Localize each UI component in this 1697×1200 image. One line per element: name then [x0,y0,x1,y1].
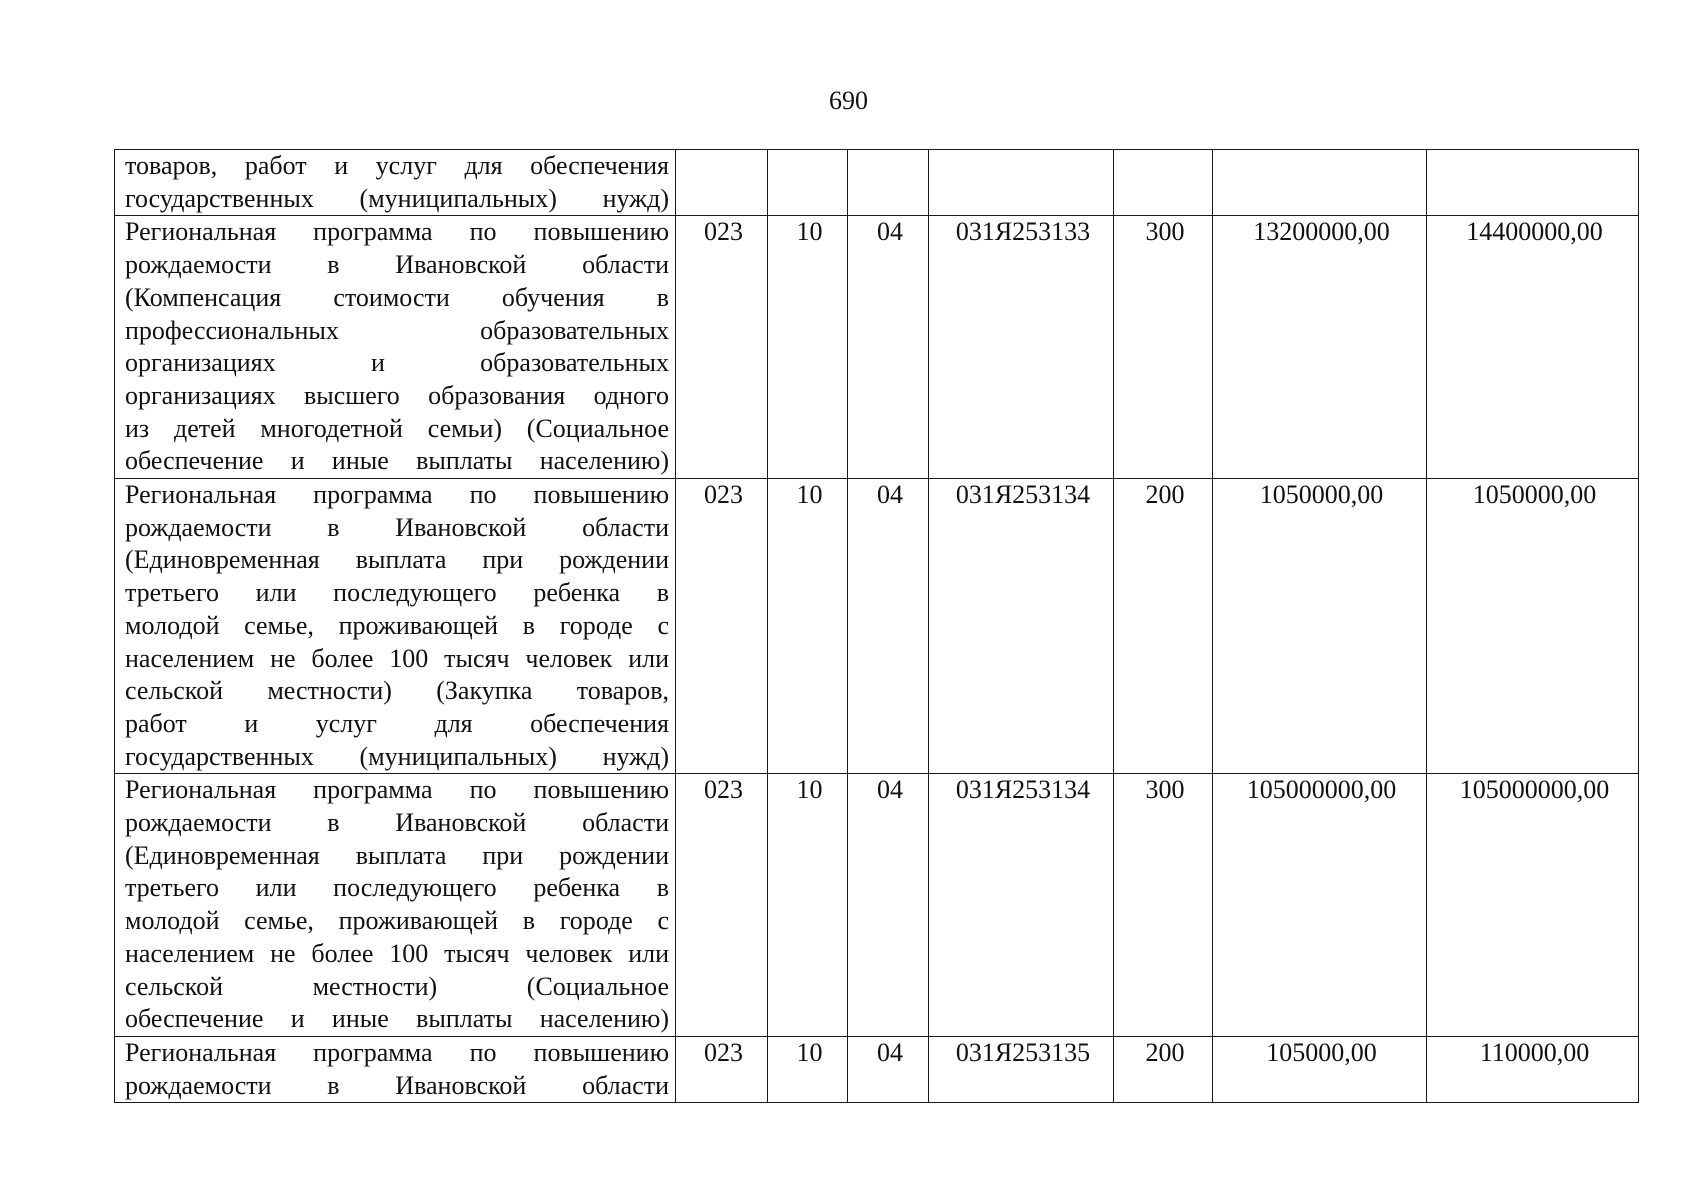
table-row [115,479,1639,774]
amount-year-1-cell: 105000,00 [1213,1036,1427,1102]
section-code-cell [768,150,848,216]
description-line: Региональная программа по повышению [125,217,669,247]
section-code-cell: 10 [768,216,848,479]
table-row [115,774,1639,1037]
description-line: рождаемости в Ивановской области [125,250,669,280]
amount-year-1-cell: 105000000,00 [1213,774,1427,1037]
expense-type-cell: 300 [1114,774,1213,1037]
expense-type-cell: 200 [1114,1036,1213,1102]
section-code-cell: 10 [768,479,848,774]
description-line: сельской местности) (Закупка товаров, [125,676,669,706]
description-line: рождаемости в Ивановской области [125,1070,669,1100]
amount-year-2-cell [1427,150,1639,216]
description-line: населением не более 100 тысяч человек или [125,643,669,673]
description-line: товаров, работ и услуг для обеспечения [125,151,669,180]
description-line: рождаемости в Ивановской области [125,512,669,542]
description-cell [115,774,676,1037]
description-cell [115,1036,676,1102]
description-line: государственных (муниципальных) нужд) [125,741,669,771]
description-cell [115,150,676,216]
description-line: организациях высшего образования одного [125,380,669,410]
description-line: третьего или последующего ребенка в [125,578,669,608]
expense-type-cell: 300 [1114,216,1213,479]
description-line: молодой семье, проживающей в городе с [125,906,669,936]
description-line: третьего или последующего ребенка в [125,873,669,903]
description-line: (Компенсация стоимости обучения в [125,282,669,312]
target-article-cell: 031Я253133 [929,216,1114,479]
admin-code-cell: 023 [676,216,768,479]
description-line: работ и услуг для обеспечения [125,708,669,738]
description-line: организациях и образовательных [125,348,669,378]
description-line: из детей многодетной семьи) (Социальное [125,413,669,443]
table-row [115,1036,1639,1102]
subsection-code-cell: 04 [848,479,929,774]
description-line: Региональная программа по повышению [125,1037,669,1067]
description-line: сельской местности) (Социальное [125,971,669,1001]
amount-year-1-cell [1213,150,1427,216]
amount-year-2-cell: 1050000,00 [1427,479,1639,774]
subsection-code-cell: 04 [848,774,929,1037]
table-row [115,150,1639,216]
description-cell [115,216,676,479]
target-article-cell: 031Я253134 [929,479,1114,774]
table-body [115,150,1639,1103]
amount-year-2-cell: 14400000,00 [1427,216,1639,479]
description-line: (Единовременная выплата при рождении [125,840,669,870]
expense-type-cell [1114,150,1213,216]
target-article-cell: 031Я253135 [929,1036,1114,1102]
description-line: молодой семье, проживающей в городе с [125,610,669,640]
section-code-cell: 10 [768,1036,848,1102]
description-line: населением не более 100 тысяч человек или [125,938,669,968]
amount-year-2-cell: 105000000,00 [1427,774,1639,1037]
page-number: 690 [829,86,868,115]
budget-table [114,149,1639,1103]
target-article-cell [929,150,1114,216]
target-article-cell: 031Я253134 [929,774,1114,1037]
admin-code-cell: 023 [676,1036,768,1102]
description-line: обеспечение и иные выплаты населению) [125,1004,669,1034]
section-code-cell: 10 [768,774,848,1037]
subsection-code-cell: 04 [848,1036,929,1102]
description-line: рождаемости в Ивановской области [125,808,669,838]
description-line: (Единовременная выплата при рождении [125,545,669,575]
admin-code-cell: 023 [676,774,768,1037]
admin-code-cell: 023 [676,479,768,774]
description-line: обеспечение и иные выплаты населению) [125,446,669,476]
admin-code-cell [676,150,768,216]
subsection-code-cell [848,150,929,216]
description-cell [115,479,676,774]
subsection-code-cell: 04 [848,216,929,479]
table-row [115,216,1639,479]
description-line: Региональная программа по повышению [125,775,669,805]
amount-year-2-cell: 110000,00 [1427,1036,1639,1102]
amount-year-1-cell: 13200000,00 [1213,216,1427,479]
description-line: Региональная программа по повышению [125,480,669,510]
amount-year-1-cell: 1050000,00 [1213,479,1427,774]
description-line: государственных (муниципальных) нужд) [125,183,669,213]
description-line: профессиональных образовательных [125,315,669,345]
expense-type-cell: 200 [1114,479,1213,774]
